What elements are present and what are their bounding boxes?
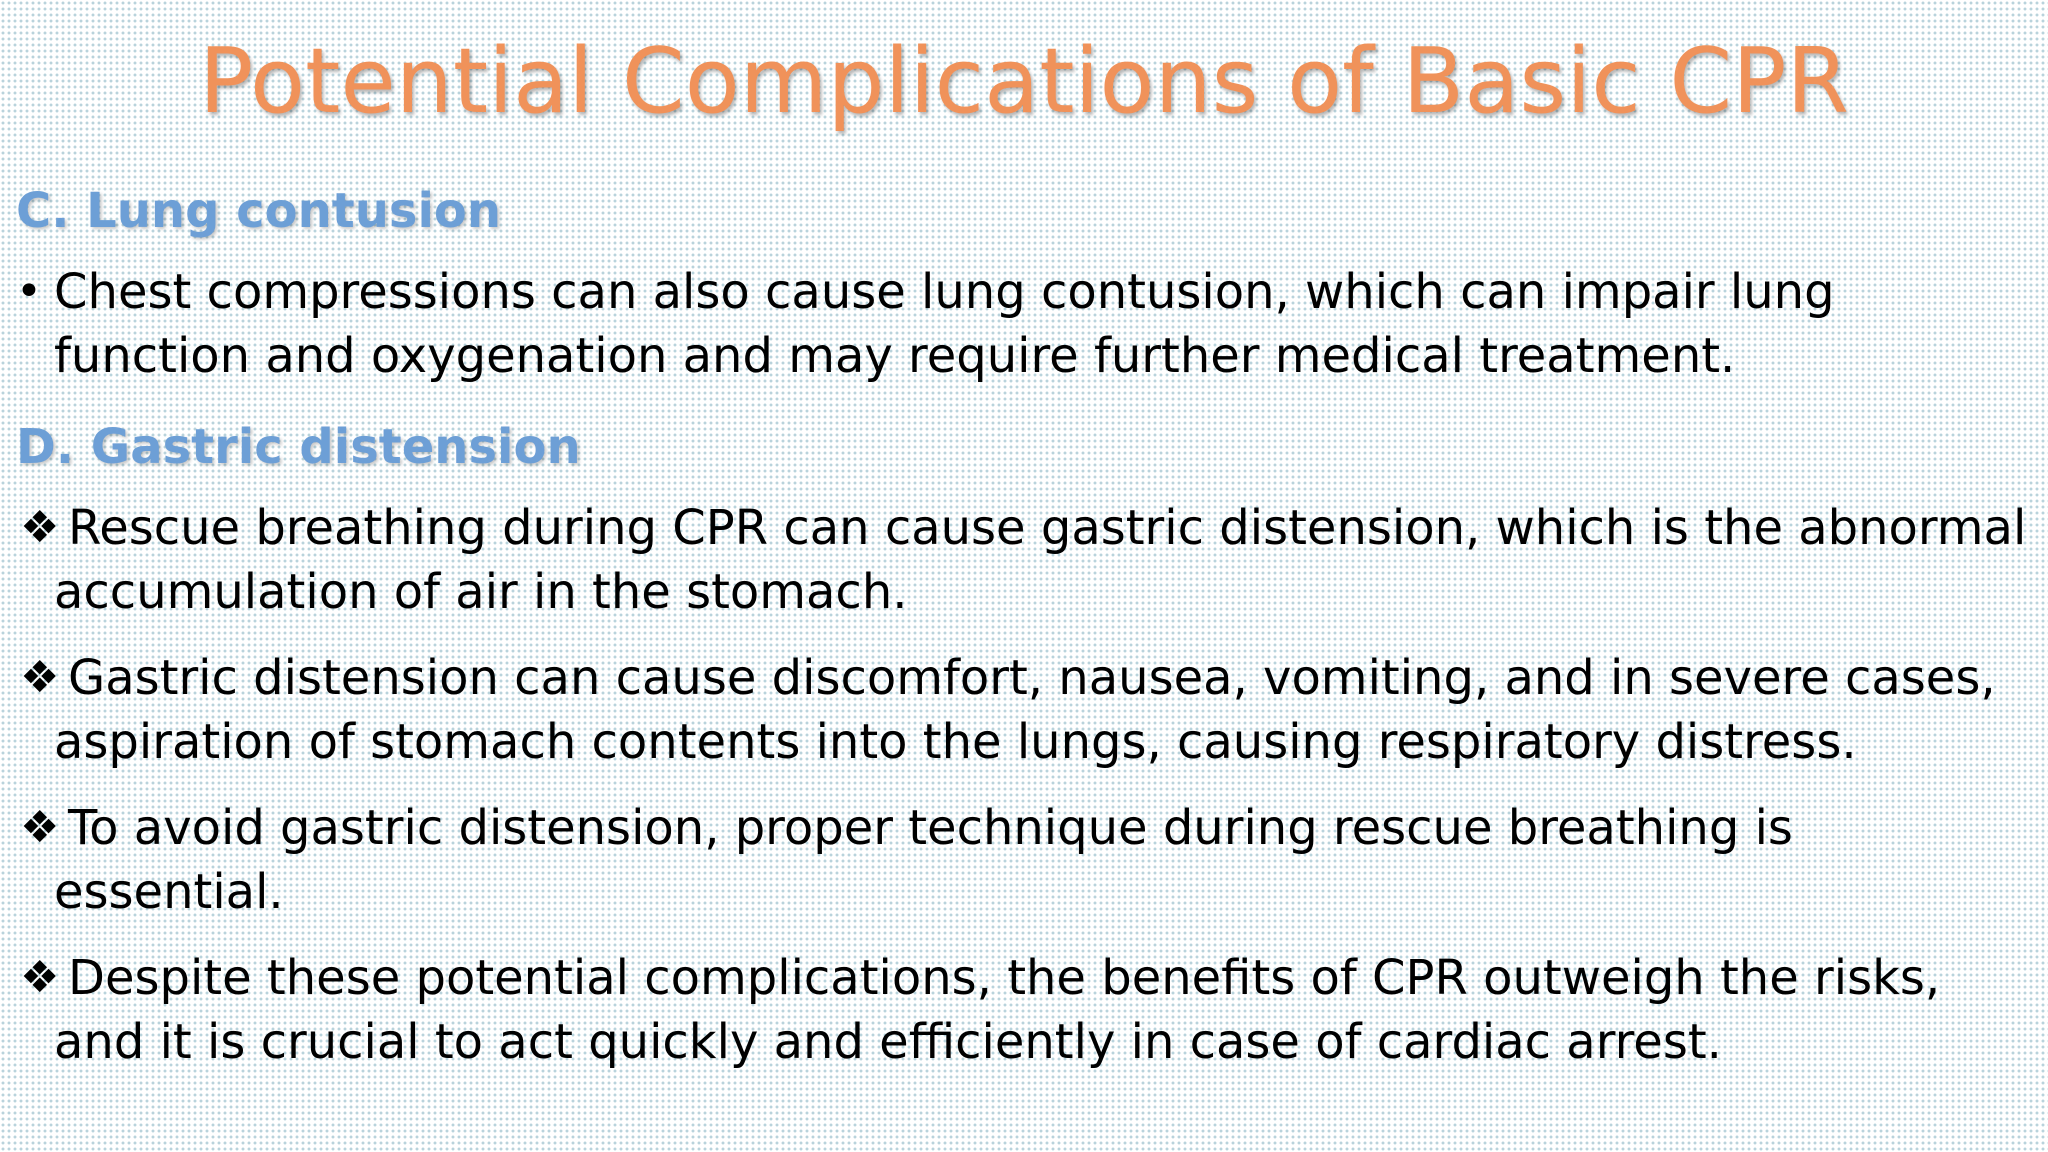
- section-heading-lung-contusion: C. Lung contusion: [16, 183, 502, 239]
- list-item-line: Chest compressions can also cause lung contusion, which can impair lung: [54, 264, 1835, 320]
- diamond-bullet-icon: ❖: [20, 502, 60, 553]
- list-item: [16, 260, 2026, 388]
- list-item-line: essential.: [54, 864, 284, 920]
- list-item: [16, 946, 2026, 1074]
- section-heading-gastric-distension: D. Gastric distension: [16, 419, 581, 475]
- list-item: [16, 646, 2026, 774]
- list-item-line: function and oxygenation and may require further medical treatment.: [54, 328, 1736, 384]
- list-item-line: Despite these potential complications, the benefits of CPR outweigh the risks,: [68, 950, 1941, 1006]
- list-item-line: Rescue breathing during CPR can cause gastric distension, which is the abnormal: [68, 500, 2027, 556]
- list-item-line: aspiration of stomach contents into the lungs, causing respiratory distress.: [54, 714, 1857, 770]
- diamond-bullet-icon: ❖: [20, 952, 60, 1003]
- bullet-dot-icon: •: [16, 266, 42, 317]
- diamond-bullet-icon: ❖: [20, 802, 60, 853]
- slide-title: Potential Complications of Basic CPR: [198, 29, 1849, 134]
- list-item-line: and it is crucial to act quickly and efficiently in case of cardiac arrest.: [54, 1014, 1722, 1070]
- list-item-line: Gastric distension can cause discomfort, nausea, vomiting, and in severe cases,: [68, 650, 1996, 706]
- diamond-bullet-icon: ❖: [20, 652, 60, 703]
- list-item: [16, 496, 2026, 624]
- list-item-line: accumulation of air in the stomach.: [54, 564, 908, 620]
- list-item: [16, 796, 2026, 924]
- list-item-line: To avoid gastric distension, proper technique during rescue breathing is: [68, 800, 1793, 856]
